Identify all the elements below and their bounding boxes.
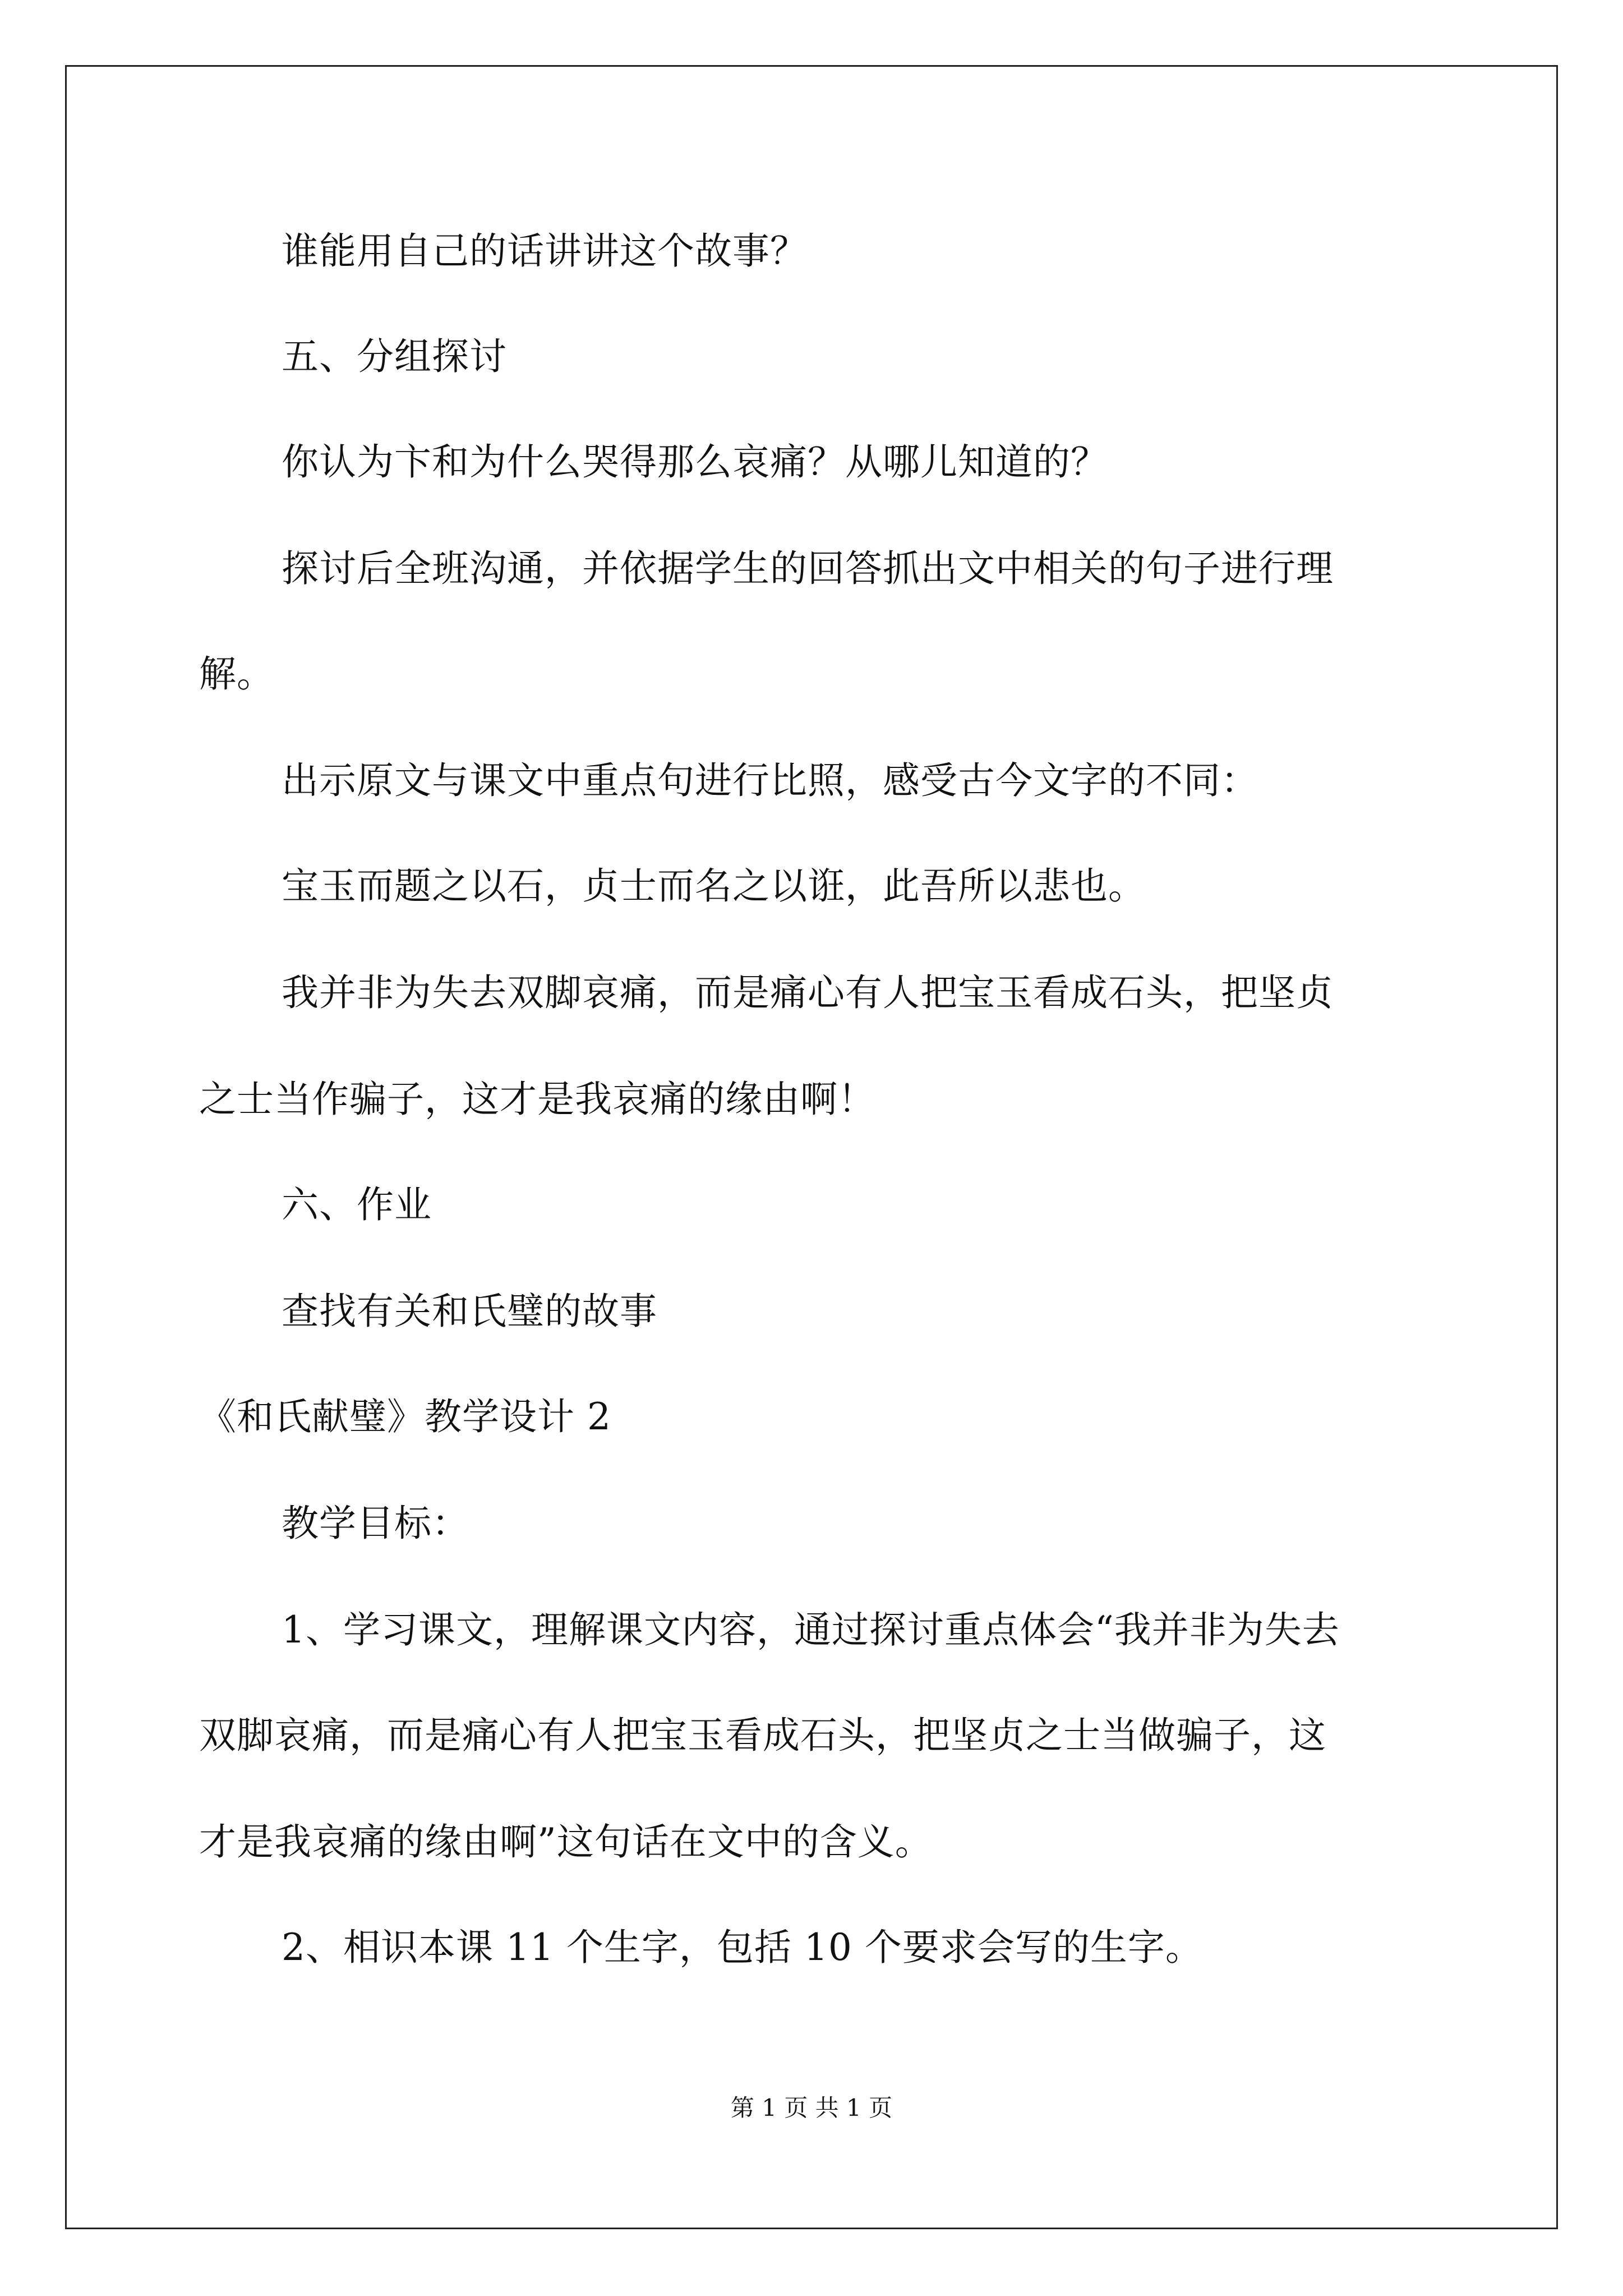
paragraph-line: 查找有关和氏璧的故事: [282, 1290, 657, 1333]
paragraph-line: 宝玉而题之以石，贞士而名之以诳，此吾所以悲也。: [282, 864, 1146, 908]
paragraph-line: 双脚哀痛，而是痛心有人把宝玉看成石头，把坚贞之士当做骗子，这: [199, 1714, 1326, 1757]
section-heading: 五、分组探讨: [282, 335, 507, 378]
page-footer: 第 1 页 共 1 页: [730, 2094, 893, 2122]
paragraph-line: 才是我哀痛的缘由啊”这句话在文中的含义。: [199, 1820, 933, 1864]
document-title: 《和氏献璧》教学设计 2: [199, 1395, 611, 1438]
paragraph-line: 我并非为失去双脚哀痛，而是痛心有人把宝玉看成石头，把坚贞: [282, 971, 1334, 1014]
paragraph-line: 教学目标：: [282, 1502, 469, 1545]
paragraph-line: 谁能用自己的话讲讲这个故事？: [282, 229, 808, 273]
paragraph-line: 你认为卞和为什么哭得那么哀痛？从哪儿知道的？: [282, 440, 1108, 484]
paragraph-line: 之士当作骗子，这才是我哀痛的缘由啊！: [199, 1078, 875, 1121]
paragraph-line: 解。: [199, 652, 274, 696]
paragraph-line: 2、相识本课 11 个生字，包括 10 个要求会写的生字。: [282, 1926, 1203, 1969]
paragraph-line: 探讨后全班沟通，并依据学生的回答抓出文中相关的句子进行理: [282, 547, 1334, 590]
paragraph-line: 1、学习课文，理解课文内容，通过探讨重点体会“我并非为失去: [282, 1608, 1340, 1651]
page-border: [65, 65, 1558, 2229]
paragraph-line: 出示原文与课文中重点句进行比照，感受古今文字的不同：: [282, 759, 1258, 802]
section-heading: 六、作业: [282, 1183, 432, 1226]
